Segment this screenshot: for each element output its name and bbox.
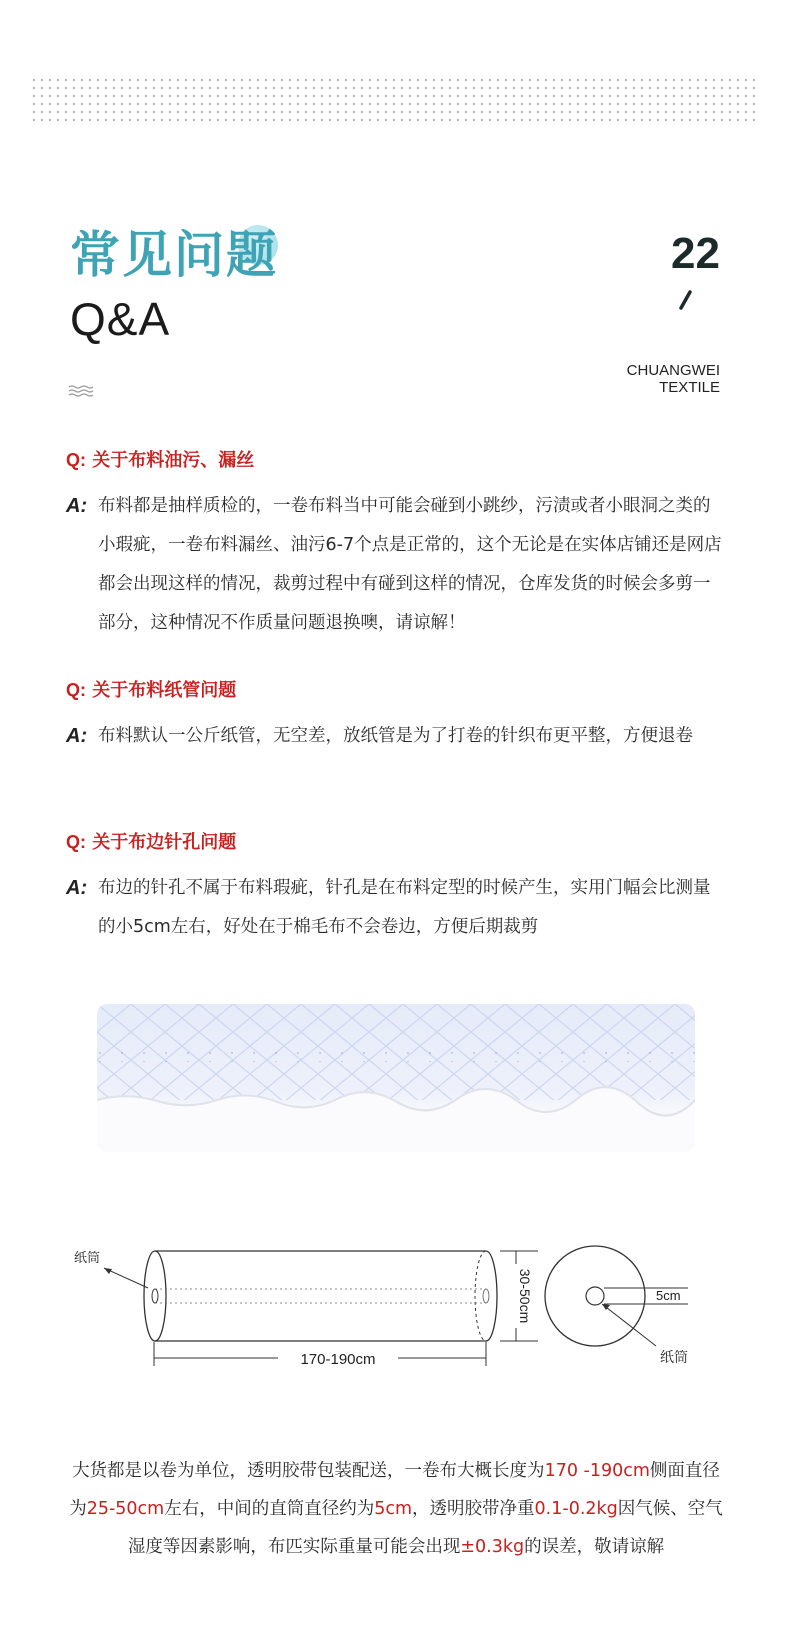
question-text: 关于布料纸管问题 xyxy=(92,680,237,701)
answer xyxy=(66,487,726,643)
desc-text: 因气候、空气湿度等因素影响，布匹实际重量可能会出现 xyxy=(127,1499,723,1557)
desc-highlight: 0.1-0.2kg xyxy=(534,1499,618,1519)
a-marker: A: xyxy=(66,877,88,899)
wave-icon xyxy=(68,384,94,398)
desc-highlight: 170 -190cm xyxy=(544,1461,650,1481)
brand-name xyxy=(627,362,720,396)
desc-text: 大货都是以卷为单位，透明胶带包装配送，一卷布大概长度为 xyxy=(72,1461,545,1481)
question-text: 关于布边针孔问题 xyxy=(92,832,237,853)
qa-item xyxy=(66,448,726,643)
answer-text: 布料都是抽样质检的，一卷布料当中可能会碰到小跳纱，污渍或者小眼洞之类的小瑕疵，一卷布料漏丝、油污6-7个点是正常的，这个无论是在实体店铺还是网店都会出现这样的情况，裁剪过程中有碰到这样的情况，仓库发货的时候会多剪一部分，这种情况不作质量问题退换噢，请谅解！ xyxy=(98,496,722,633)
a-marker: A: xyxy=(66,495,88,517)
desc-text: 的误差，敬请谅解 xyxy=(524,1537,665,1557)
dot-pattern-banner xyxy=(30,76,760,124)
fabric-edge-photo xyxy=(97,1004,695,1152)
a-marker: A: xyxy=(66,725,88,747)
answer xyxy=(66,869,726,947)
desc-highlight: 5cm xyxy=(374,1499,413,1519)
answer-text: 布料默认一公斤纸管，无空差，放纸管是为了打卷的针织布更平整，方便退卷 xyxy=(98,726,693,746)
q-marker: Q: xyxy=(66,680,86,700)
tube-label-left: 纸筒 xyxy=(74,1251,101,1266)
answer xyxy=(66,717,726,756)
desc-text: ，透明胶带净重 xyxy=(412,1499,535,1519)
diameter-label: 30-50cm xyxy=(517,1268,533,1324)
question xyxy=(66,678,726,703)
brand-line-1: CHUANGWEI xyxy=(626,362,720,379)
desc-text: 侧面直径为 xyxy=(69,1461,720,1519)
fabric-roll-diagram xyxy=(68,1244,728,1384)
answer-text: 布边的针孔不属于布料瑕疵，针孔是在布料定型的时候产生，实用门幅会比测量的小5cm左右，好处在于棉毛布不会卷边，方便后期裁剪 xyxy=(98,878,711,937)
desc-highlight: 25-50cm xyxy=(86,1499,165,1519)
qa-item xyxy=(66,678,726,756)
core-diameter-label: 5cm xyxy=(656,1288,681,1303)
brand-line-2: TEXTILE xyxy=(659,379,720,396)
qa-item xyxy=(66,830,726,947)
question-text: 关于布料油污、漏丝 xyxy=(92,450,255,471)
length-label: 170-190cm xyxy=(300,1351,376,1368)
page-title-cn: 常见问题 xyxy=(70,226,278,284)
question xyxy=(66,830,726,855)
desc-highlight: ±0.3kg xyxy=(460,1537,525,1557)
desc-text: 左右，中间的直筒直径约为 xyxy=(164,1499,375,1519)
page-title-en: Q&A xyxy=(70,293,171,345)
q-marker: Q: xyxy=(66,450,86,470)
packaging-description xyxy=(66,1452,726,1566)
q-marker: Q: xyxy=(66,832,86,852)
roll-side-view xyxy=(144,1251,497,1341)
question xyxy=(66,448,726,473)
page-number: 22 xyxy=(671,229,720,278)
tube-label-right: 纸筒 xyxy=(660,1350,688,1366)
slash-decoration xyxy=(678,290,692,310)
